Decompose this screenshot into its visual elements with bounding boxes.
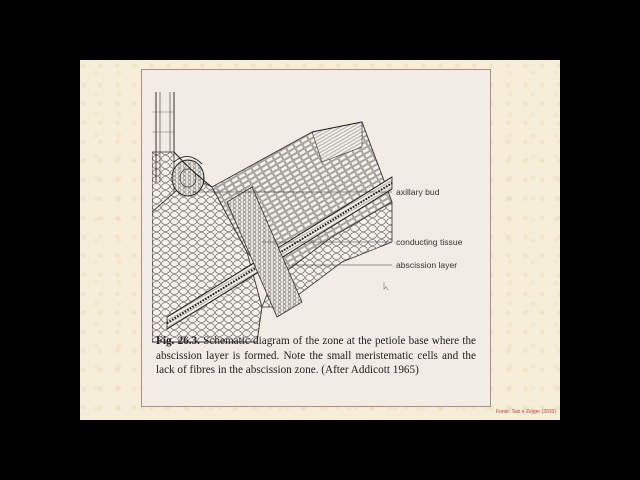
figure-number: Fig. 26.3. <box>156 335 200 347</box>
figure-caption-text: Schematic diagram of the zone at the petiole base where the abscission layer is formed. Note the small meristematic cells and the lack of fibres in the abscission zone. (After Addicott 1965) <box>156 335 477 377</box>
label-conducting-tissue: conducting tissue <box>396 237 463 247</box>
label-axillary-bud: axillary bud <box>396 187 440 197</box>
label-abscission-layer: abscission layer <box>396 260 458 270</box>
faint-slide-mark: · · <box>82 411 87 417</box>
source-credit: Fonte: Taiz e Zeiger (2010) <box>496 409 556 415</box>
figure-box <box>141 69 491 407</box>
figure-caption <box>156 334 476 378</box>
slide <box>80 60 560 420</box>
petiole-diagram <box>152 92 482 352</box>
cursor-icon <box>384 282 388 290</box>
